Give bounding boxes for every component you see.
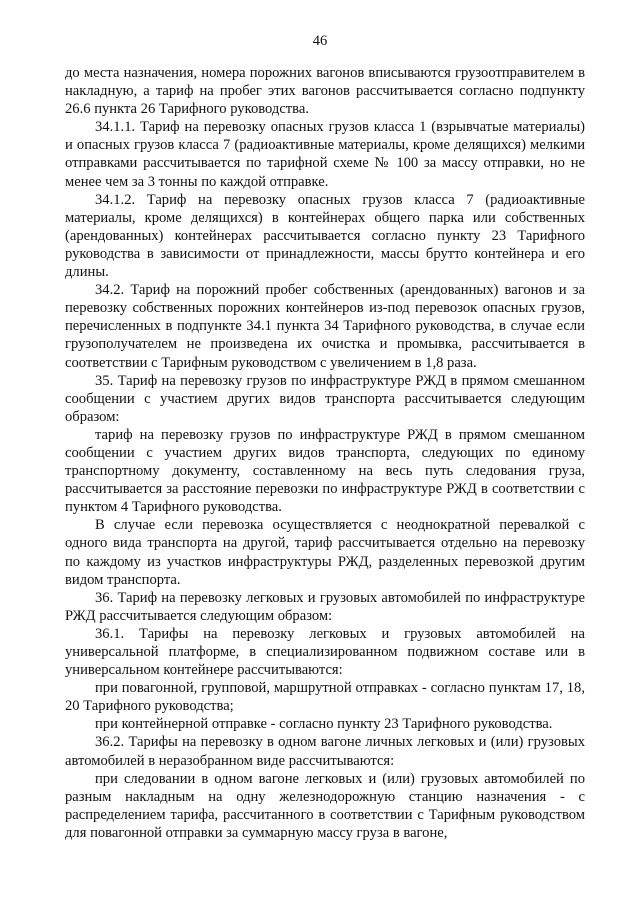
paragraph-36-2-distribution: при следовании в одном вагоне легковых и (или) грузовых автомобилей по разным накладным на одну железнодорожную станцию назначения - с распределением тарифа, рассчитанного в соответствии с Тарифным руководством для повагонной отправки за суммарную массу груза в вагоне, — [65, 770, 585, 841]
paragraph-35: 35. Тариф на перевозку грузов по инфраструктуре РЖД в прямом смешанном сообщении с участием других видов транспорта рассчитывается следующим образом: — [65, 372, 585, 425]
page-number: 46 — [312, 33, 328, 49]
paragraph-36-2: 36.2. Тарифы на перевозку в одном вагоне личных легковых и (или) грузовых автомобилей в неразобранном виде рассчитываются: — [65, 734, 585, 769]
paragraph-continuation: до места назначения, номера порожних вагонов вписываются грузоотправителем в накладную, а тариф на пробег этих вагонов рассчитывается согласно подпункту 26.6 пункта 26 Тарифного руководства. — [65, 65, 585, 118]
paragraph-34-1-1: 34.1.1. Тариф на перевозку опасных грузов класса 1 (взрывчатые материалы) и опасных грузов класса 7 (радиоактивные материалы, кроме делящихся) мелкими отправками рассчитывается по тарифной схеме № 100 за массу отправки, но не менее чем за 3 тонны по каждой отправке. — [65, 119, 585, 190]
paragraph-35-tariff: тариф на перевозку грузов по инфраструктуре РЖД в прямом смешанном сообщении с участием других видов транспорта, следующих по единому транспортному документу, составленному на весь путь следования груза, рассчитывается за расстояние перевозки по инфраструктуре РЖД в соответствии с пунктом 4 Тарифного руководства. — [65, 426, 585, 516]
paragraph-36: 36. Тариф на перевозку легковых и грузовых автомобилей по инфраструктуре РЖД рассчитывается следующим образом: — [65, 589, 585, 624]
paragraph-36-1-wagon: при повагонной, групповой, маршрутной отправках - согласно пунктам 17, 18, 20 Тарифного руководства; — [65, 680, 585, 715]
paragraph-36-1: 36.1. Тарифы на перевозку легковых и грузовых автомобилей на универсальной платформе, в специализированном подвижном составе или в универсальном контейнере рассчитываются: — [65, 625, 585, 679]
paragraph-35-transshipment: В случае если перевозка осуществляется с неоднократной перевалкой с одного вида транспорта на другой, тариф рассчитывается отдельно на перевозку по каждому из участков инфраструктуры РЖД, разделенных перевозкой другим видом транспорта. — [65, 517, 585, 588]
paragraph-36-1-container: при контейнерной отправке - согласно пункту 23 Тарифного руководства. — [95, 716, 553, 733]
document-body — [65, 64, 585, 842]
paragraph-34-2: 34.2. Тариф на порожний пробег собственных (арендованных) вагонов и за перевозку собственных порожних контейнеров из-под перевозок опасных грузов, перечисленных в подпункте 34.1 пункта 34 Тарифного руководства, в случае если грузополучателем не произведена их очистка и промывка, рассчитывается в соответствии с Тарифным руководством с увеличением в 1,8 раза. — [65, 282, 585, 371]
paragraph-34-1-2: 34.1.2. Тариф на перевозку опасных грузов класса 7 (радиоактивные материалы, кроме делящихся) в контейнерах общего парка или собственных (арендованных) контейнерах рассчитывается согласно пункту 23 Тарифного руководства в зависимости от принадлежности, массы брутто контейнера и его длины. — [65, 191, 585, 281]
